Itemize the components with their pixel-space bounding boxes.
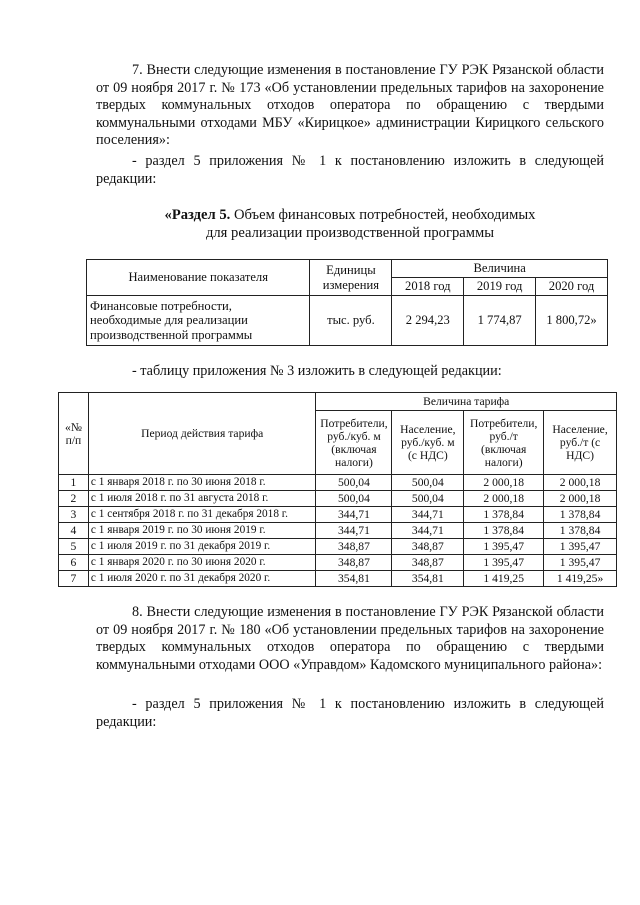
row-period: с 1 сентября 2018 г. по 31 декабря 2018 г. bbox=[88, 507, 316, 523]
row-period: с 1 июля 2019 г. по 31 декабря 2019 г. bbox=[88, 539, 316, 555]
row-value: 344,71 bbox=[316, 523, 392, 539]
row-value: 348,87 bbox=[392, 555, 464, 571]
sub-col: Потребители, руб./куб. м (включая налоги) bbox=[316, 411, 392, 475]
sub-col: Население, руб./куб. м (с НДС) bbox=[392, 411, 464, 475]
row-value: 1 378,84 bbox=[464, 507, 544, 523]
row-value: 1 378,84 bbox=[544, 523, 617, 539]
row-number: 6 bbox=[59, 555, 89, 571]
row-period: с 1 января 2019 г. по 30 июня 2019 г. bbox=[88, 523, 316, 539]
row-value: 348,87 bbox=[392, 539, 464, 555]
table-row bbox=[59, 491, 617, 507]
row-number: 4 bbox=[59, 523, 89, 539]
table3-intro: - таблицу приложения № 3 изложить в следующей редакции: bbox=[132, 363, 502, 379]
section-5-heading bbox=[96, 206, 604, 242]
row-unit: тыс. руб. bbox=[310, 296, 392, 346]
row-value: 1 395,47 bbox=[544, 539, 617, 555]
heading-line2: для реализации производственной программы bbox=[205, 225, 495, 241]
table-row bbox=[59, 523, 617, 539]
sub-col: Потребители, руб./т (включая налоги) bbox=[464, 411, 544, 475]
row-value: 500,04 bbox=[316, 475, 392, 491]
row-number: 3 bbox=[59, 507, 89, 523]
row-value: 500,04 bbox=[316, 491, 392, 507]
row-value: 348,87 bbox=[316, 539, 392, 555]
row-value: 1 395,47 bbox=[544, 555, 617, 571]
row-value: 354,81 bbox=[316, 571, 392, 587]
tariff-table bbox=[58, 392, 617, 587]
row-value: 2 000,18 bbox=[544, 491, 617, 507]
heading-line1: Объем финансовых потребностей, необходимых bbox=[230, 207, 536, 223]
table-row bbox=[59, 507, 617, 523]
row-value: 344,71 bbox=[316, 507, 392, 523]
row-value: 500,04 bbox=[392, 475, 464, 491]
row-value: 2 000,18 bbox=[464, 475, 544, 491]
row-number: 2 bbox=[59, 491, 89, 507]
row-value: 344,71 bbox=[392, 507, 464, 523]
col-number: «№ п/п bbox=[59, 393, 89, 475]
row-number: 7 bbox=[59, 571, 89, 587]
section-7-paragraph: 7. Внести следующие изменения в постановление ГУ РЭК Рязанской области от 09 ноября 2017 г. № 173 «Об установлении предельных тарифов на захоронение твердых коммунальных отходов оператора по обращению с твердыми коммунальными отходами МБУ «Кирицкое» администрации Кирицкого сельского поселения»: bbox=[96, 62, 604, 149]
row-value: 1 774,87 bbox=[464, 296, 536, 346]
row-period: с 1 января 2018 г. по 30 июня 2018 г. bbox=[88, 475, 316, 491]
row-value: 1 395,47 bbox=[464, 555, 544, 571]
table-row bbox=[59, 475, 617, 491]
row-period: с 1 января 2020 г. по 30 июня 2020 г. bbox=[88, 555, 316, 571]
row-value: 1 395,47 bbox=[464, 539, 544, 555]
row-number: 5 bbox=[59, 539, 89, 555]
row-value: 2 000,18 bbox=[464, 491, 544, 507]
row-value: 2 294,23 bbox=[392, 296, 464, 346]
row-value: 2 000,18 bbox=[544, 475, 617, 491]
row-value: 1 800,72» bbox=[536, 296, 608, 346]
row-value: 1 419,25 bbox=[464, 571, 544, 587]
row-number: 1 bbox=[59, 475, 89, 491]
row-value: 1 419,25» bbox=[544, 571, 617, 587]
table-row bbox=[59, 539, 617, 555]
col-unit: Единицы измерения bbox=[310, 260, 392, 296]
row-period: с 1 июля 2020 г. по 31 декабря 2020 г. bbox=[88, 571, 316, 587]
row-name: Финансовые потребности, необходимые для реализации производственной программы bbox=[87, 296, 310, 346]
col-indicator-name: Наименование показателя bbox=[87, 260, 310, 296]
sub-col: Население, руб./т (с НДС) bbox=[544, 411, 617, 475]
col-year: 2019 год bbox=[464, 278, 536, 296]
col-year: 2018 год bbox=[392, 278, 464, 296]
row-period: с 1 июля 2018 г. по 31 августа 2018 г. bbox=[88, 491, 316, 507]
section-8-item: - раздел 5 приложения № 1 к постановлению изложить в следующей редакции: bbox=[96, 696, 604, 730]
row-value: 348,87 bbox=[316, 555, 392, 571]
col-year: 2020 год bbox=[536, 278, 608, 296]
row-value: 354,81 bbox=[392, 571, 464, 587]
section-8-paragraph: 8. Внести следующие изменения в постановление ГУ РЭК Рязанской области от 09 ноября 2017 г. № 180 «Об установлении предельных тарифов на захоронение твердых коммунальных отходов оператора по обращению с твердыми коммунальными отходами ООО «Управдом» Кадомского муниципального района»: bbox=[96, 604, 604, 673]
col-period: Период действия тарифа bbox=[88, 393, 316, 475]
table-row bbox=[59, 555, 617, 571]
heading-bold: «Раздел 5. bbox=[164, 207, 231, 223]
financial-needs-table bbox=[86, 259, 608, 346]
col-tariff: Величина тарифа bbox=[316, 393, 617, 411]
table-row bbox=[59, 571, 617, 587]
row-value: 500,04 bbox=[392, 491, 464, 507]
row-value: 1 378,84 bbox=[464, 523, 544, 539]
table-row bbox=[87, 296, 608, 346]
col-value: Величина bbox=[392, 260, 608, 278]
section-7-item: - раздел 5 приложения № 1 к постановлению изложить в следующей редакции: bbox=[96, 153, 604, 187]
row-value: 1 378,84 bbox=[544, 507, 617, 523]
row-value: 344,71 bbox=[392, 523, 464, 539]
